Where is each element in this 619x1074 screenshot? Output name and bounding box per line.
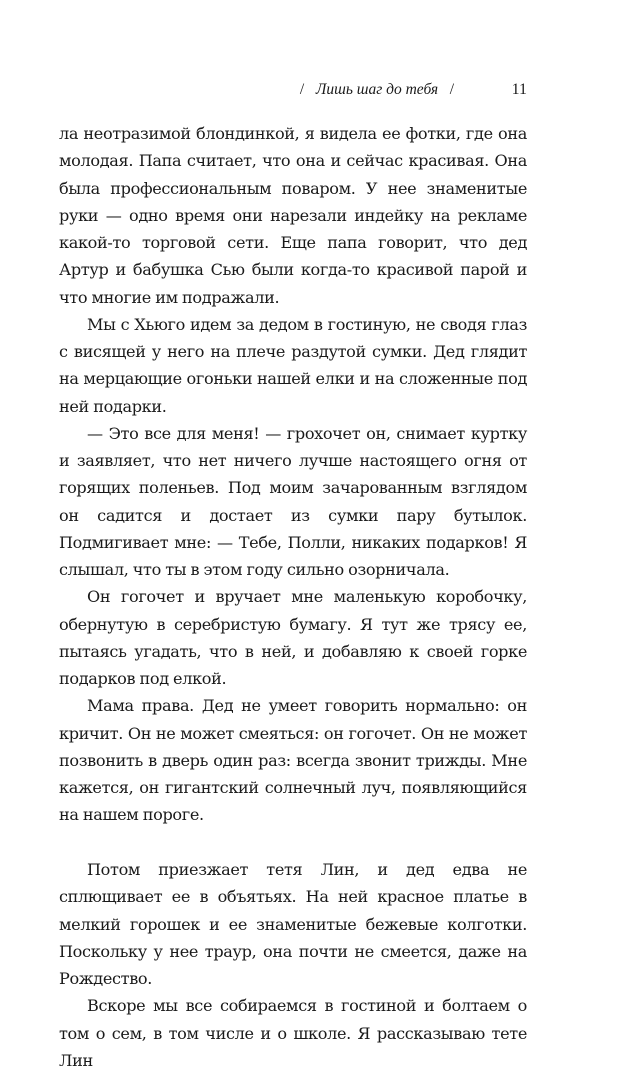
paragraph: Мы с Хьюго идем за дедом в гостиную, не сводя глаз с висящей у него на плече раздутой сумки. Дед глядит на мерцающие огоньки нашей елки и на сложенные под ней подарки. [59,314,527,416]
paragraph: Потом приезжает тетя Лин, и дед едва не сплющивает ее в объятьях. На ней красное платье в мелкий горошек и ее знаменитые бежевые колготки. Поскольку у нее траур, она почти не смеется, даже на Рождество. [59,860,527,988]
paragraph: Вскоре мы все собираемся в гостиной и болтаем о том о сем, в том числе и о школе. Я рассказываю тете Лин [59,996,527,1070]
page-number: 11 [511,81,527,98]
paragraph-continued: ла неотразимой блондинкой, я видела ее фотки, где она молодая. Папа считает, что она и сейчас красивая. Она была профессиональным поваром. У нее знаменитые руки — одно время они нарезали индейку на рекламе какой-то торговой сети. Еще папа говорит, что дед Артур и бабушка Сью были когда-то красивой парой и что многие им подражали. [59,124,527,307]
book-title: Лишь шаг до тебя [315,81,439,98]
section-break [59,829,527,857]
paragraph-dialogue: — Это все для меня! — грохочет он, снимает куртку и заявляет, что нет ничего лучше настоящего огня от горящих поленьев. Под моим зачарованным взглядом он садится и достает из сумки пару бутылок. Подмигивает мне: — Тебе, Полли, никаких подарков! Я слышал, что ты в этом году сильно озорничала. [59,423,527,579]
header-separator-right: / [449,81,455,98]
paragraph: Он гогочет и вручает мне маленькую коробочку, обернутую в серебристую бумагу. Я тут же трясу ее, пытаясь угадать, что в ней, и добавляю к своей горке подарков под елкой. [59,587,527,688]
page-body [59,120,527,1074]
running-header [297,79,527,101]
paragraph: Мама права. Дед не умеет говорить нормально: он кричит. Он не может смеяться: он гогочет. Он не может позвонить в дверь один раз: всегда звонит трижды. Мне кажется, он гигантский солнечный луч, появляющийся на нашем пороге. [59,696,527,825]
header-separator-left: / [299,81,305,98]
